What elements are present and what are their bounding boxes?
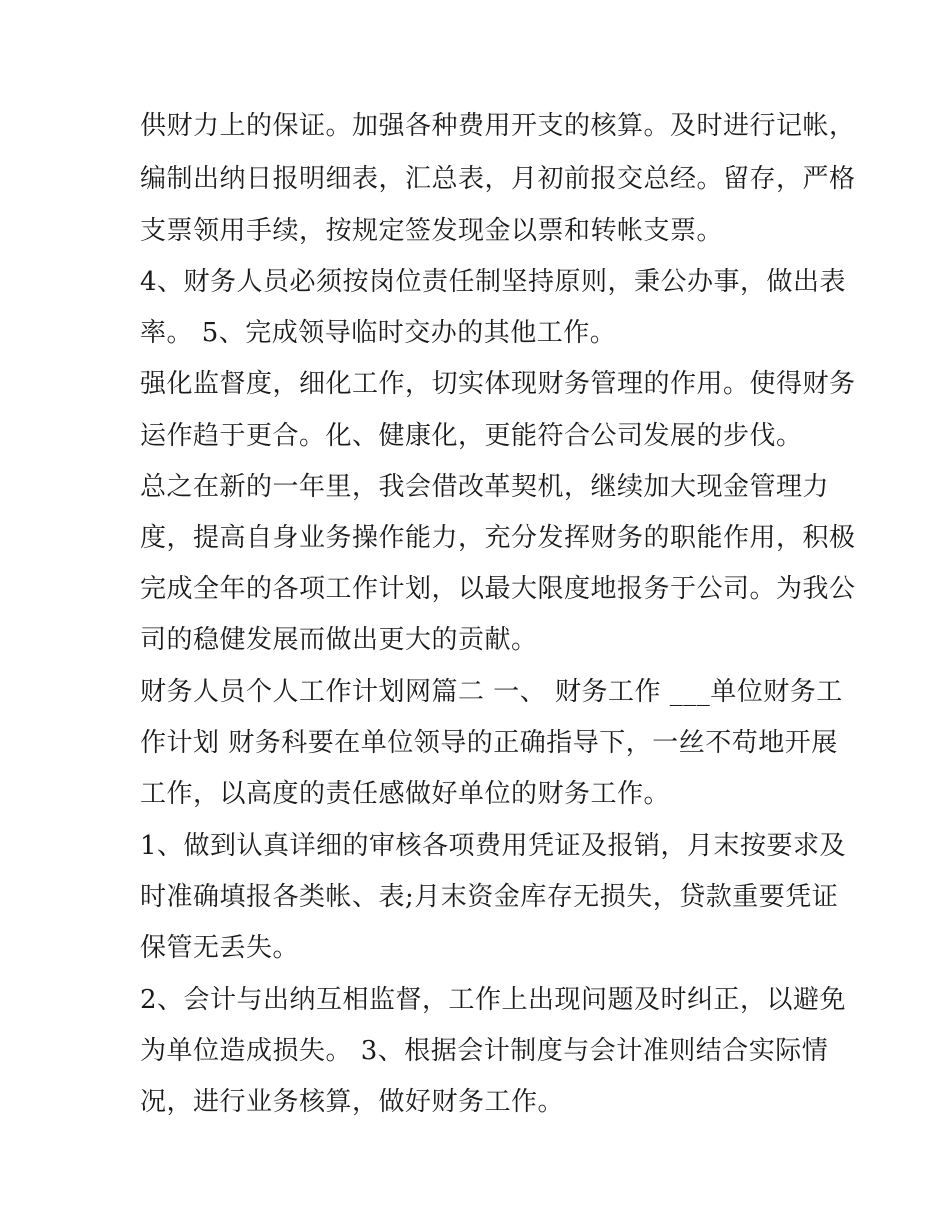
text-line: 总之在新的一年里，我会借改革契机，继续加大现金管理力 bbox=[140, 472, 830, 502]
text-line: 率。 5、完成领导临时交办的其他工作。 bbox=[140, 318, 617, 348]
text-line: 支票领用手续，按规定签发现金以票和转帐支票。 bbox=[140, 216, 724, 246]
text-line: 2、会计与出纳互相监督，工作上出现问题及时纠正，以避免 bbox=[140, 985, 847, 1015]
text-line: 财务人员个人工作计划网篇二 一、 财务工作 ___单位财务工 bbox=[140, 677, 843, 707]
text-line: 4、财务人员必须按岗位责任制坚持原则，秉公办事，做出表 bbox=[140, 267, 847, 297]
text-line: 作计划 财务科要在单位领导的正确指导下，一丝不苟地开展 bbox=[140, 728, 838, 758]
text-line: 强化监督度，细化工作，切实体现财务管理的作用。使得财务 bbox=[140, 369, 856, 399]
text-line: 运作趋于更合。化、健康化，更能符合公司发展的步伐。 bbox=[140, 421, 803, 451]
text-line: 编制出纳日报明细表，汇总表，月初前报交总经。留存，严格 bbox=[140, 164, 856, 194]
text-line: 1、做到认真详细的审核各项费用凭证及报销，月末按要求及 bbox=[140, 831, 847, 861]
text-line: 司的稳健发展而做出更大的贡献。 bbox=[140, 625, 538, 655]
text-line: 完成全年的各项工作计划，以最大限度地报务于公司。为我公 bbox=[140, 574, 856, 604]
text-line: 况，进行业务核算，做好财务工作。 bbox=[140, 1087, 565, 1117]
text-line: 供财力上的保证。加强各种费用开支的核算。及时进行记帐， bbox=[140, 111, 856, 141]
text-line: 为单位造成损失。 3、根据会计制度与会计准则结合实际情 bbox=[140, 1036, 829, 1066]
text-line: 工作，以高度的责任感做好单位的财务工作。 bbox=[140, 779, 671, 809]
text-line: 时准确填报各类帐、表;月末资金库存无损失，贷款重要凭证 bbox=[140, 882, 839, 912]
text-line: 度，提高自身业务操作能力，充分发挥财务的职能作用，积极 bbox=[140, 523, 856, 553]
text-line: 保管无丢失。 bbox=[140, 933, 300, 963]
